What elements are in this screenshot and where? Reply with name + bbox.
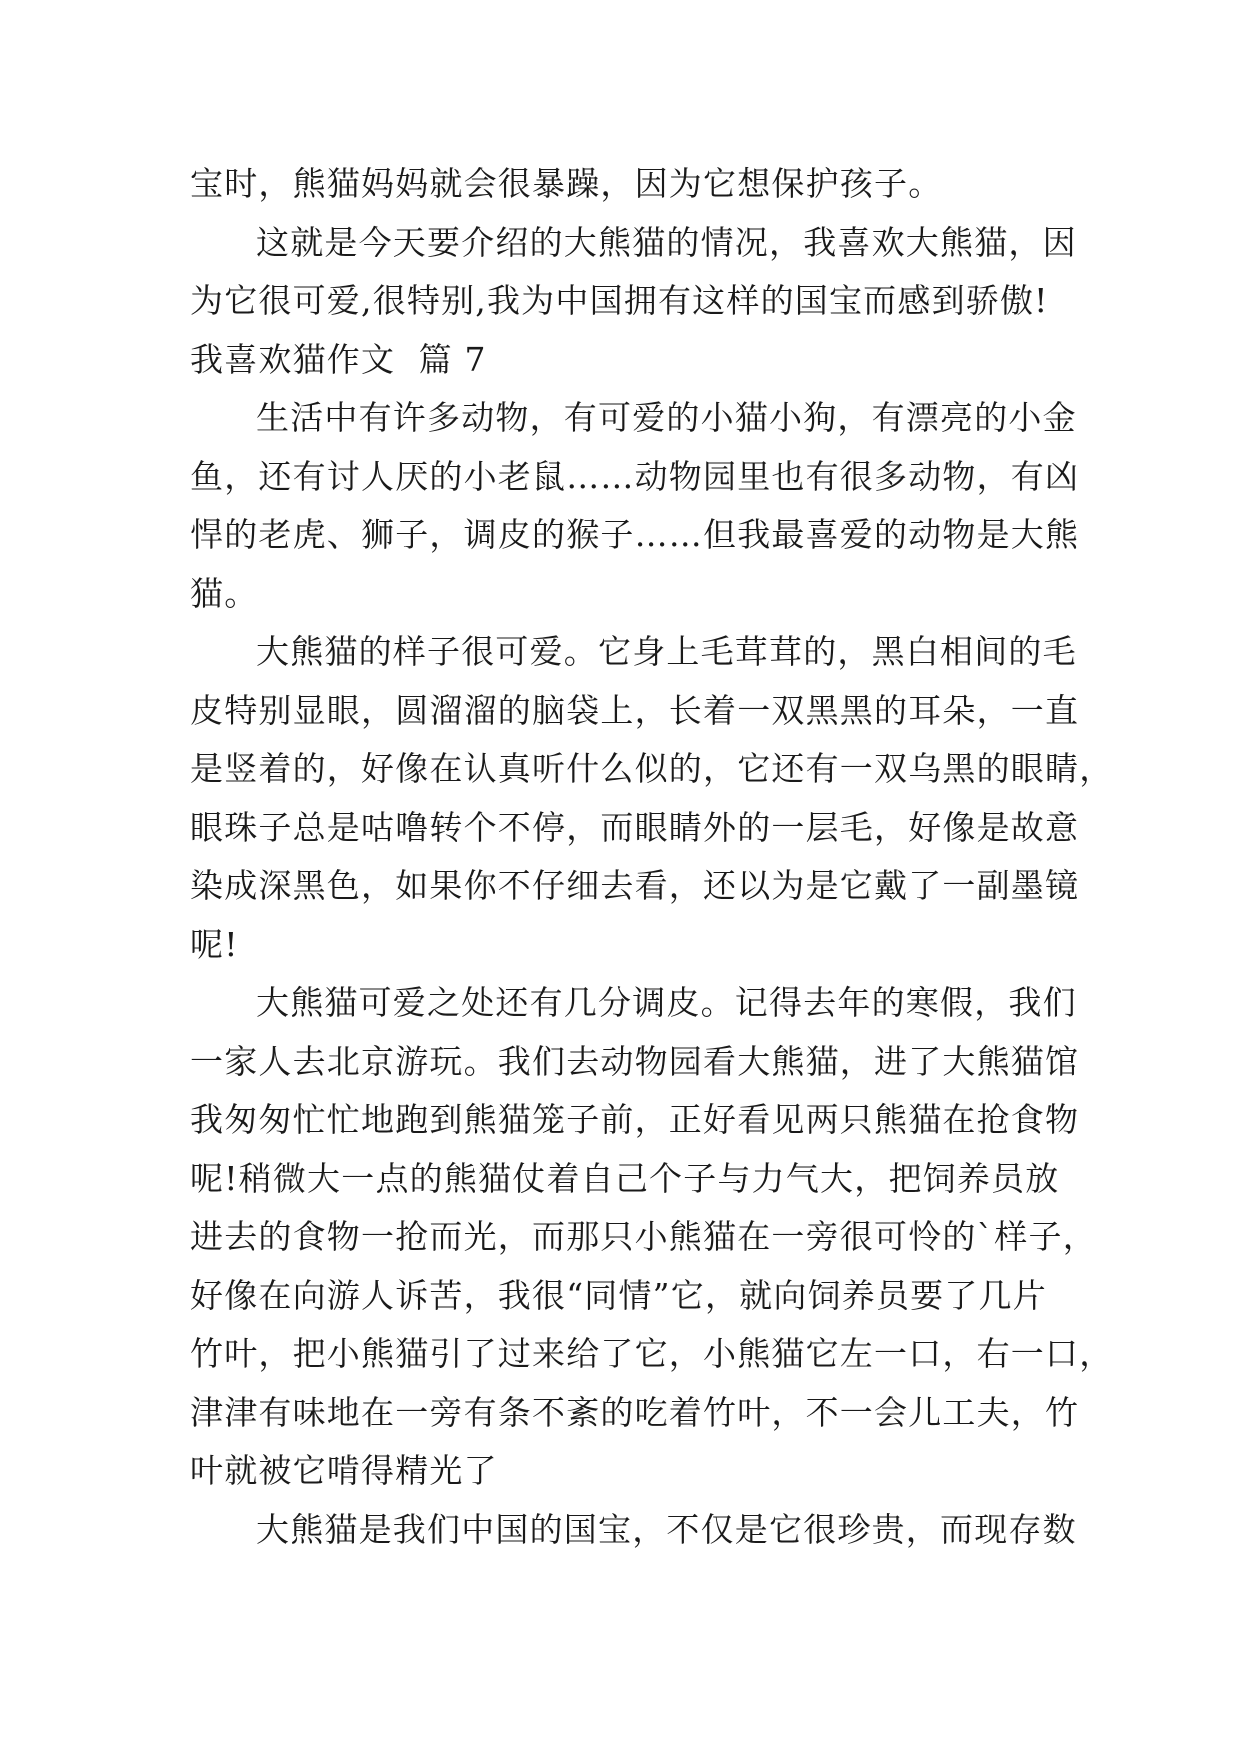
text-line: 悍的老虎、狮子，调皮的猴子……但我最喜爱的动物是大熊: [190, 515, 1080, 554]
text-line: 是竖着的，好像在认真听什么似的，它还有一双乌黑的眼睛，: [190, 749, 1114, 788]
paragraph-first-line: 这就是今天要介绍的大熊猫的情况，我喜欢大熊猫，因: [256, 222, 1077, 262]
paragraph-first-line: 生活中有许多动物，有可爱的小猫小狗，有漂亮的小金: [256, 398, 1077, 437]
text-line: 眼珠子总是咕噜转个不停，而眼睛外的一层毛，好像是故意: [190, 807, 1080, 847]
text-line: 竹叶，把小熊猫引了过来给了它，小熊猫它左一口，右一口，: [190, 1334, 1114, 1373]
paragraph-first-line: 大熊猫的样子很可爱。它身上毛茸茸的，黑白相间的毛: [256, 632, 1077, 671]
text-line: 染成深黑色，如果你不仔细去看，还以为是它戴了一副墨镜: [190, 866, 1080, 905]
text-line: 呢!: [190, 924, 239, 964]
text-line: 一家人去北京游玩。我们去动物园看大熊猫，进了大熊猫馆: [190, 1041, 1080, 1081]
text-line: 津津有味地在一旁有条不紊的吃着竹叶，不一会儿工夫，竹: [190, 1392, 1080, 1432]
text-line: 宝时，熊猫妈妈就会很暴躁，因为它想保护孩子。: [190, 164, 943, 203]
section-heading: 我喜欢猫作文 篇 7: [190, 339, 487, 379]
text-line: 我匆匆忙忙地跑到熊猫笼子前，正好看见两只熊猫在抢食物: [190, 1100, 1080, 1139]
text-line: 猫。: [190, 573, 259, 613]
text-line: 呢!稍微大一点的熊猫仗着自己个子与力气大，把饲养员放: [190, 1158, 1060, 1198]
text-line: 叶就被它啃得精光了: [190, 1451, 498, 1490]
text-line: 鱼，还有讨人厌的小老鼠……动物园里也有很多动物，有凶: [190, 456, 1080, 496]
text-line: 皮特别显眼，圆溜溜的脑袋上，长着一双黑黑的耳朵，一直: [190, 690, 1080, 730]
paragraph-first-line: 大熊猫可爱之处还有几分调皮。记得去年的寒假，我们: [256, 983, 1077, 1022]
paragraph-first-line: 大熊猫是我们中国的国宝，不仅是它很珍贵，而现存数: [256, 1509, 1077, 1549]
text-line: 好像在向游人诉苦，我很“同情”它，就向饲养员要了几片: [190, 1275, 1047, 1315]
text-line: 进去的食物一抢而光，而那只小熊猫在一旁很可怜的`样子，: [190, 1217, 1097, 1256]
essay-body: [190, 155, 1114, 1559]
text-line: 为它很可爱,很特别,我为中国拥有这样的国宝而感到骄傲!: [190, 281, 1049, 320]
